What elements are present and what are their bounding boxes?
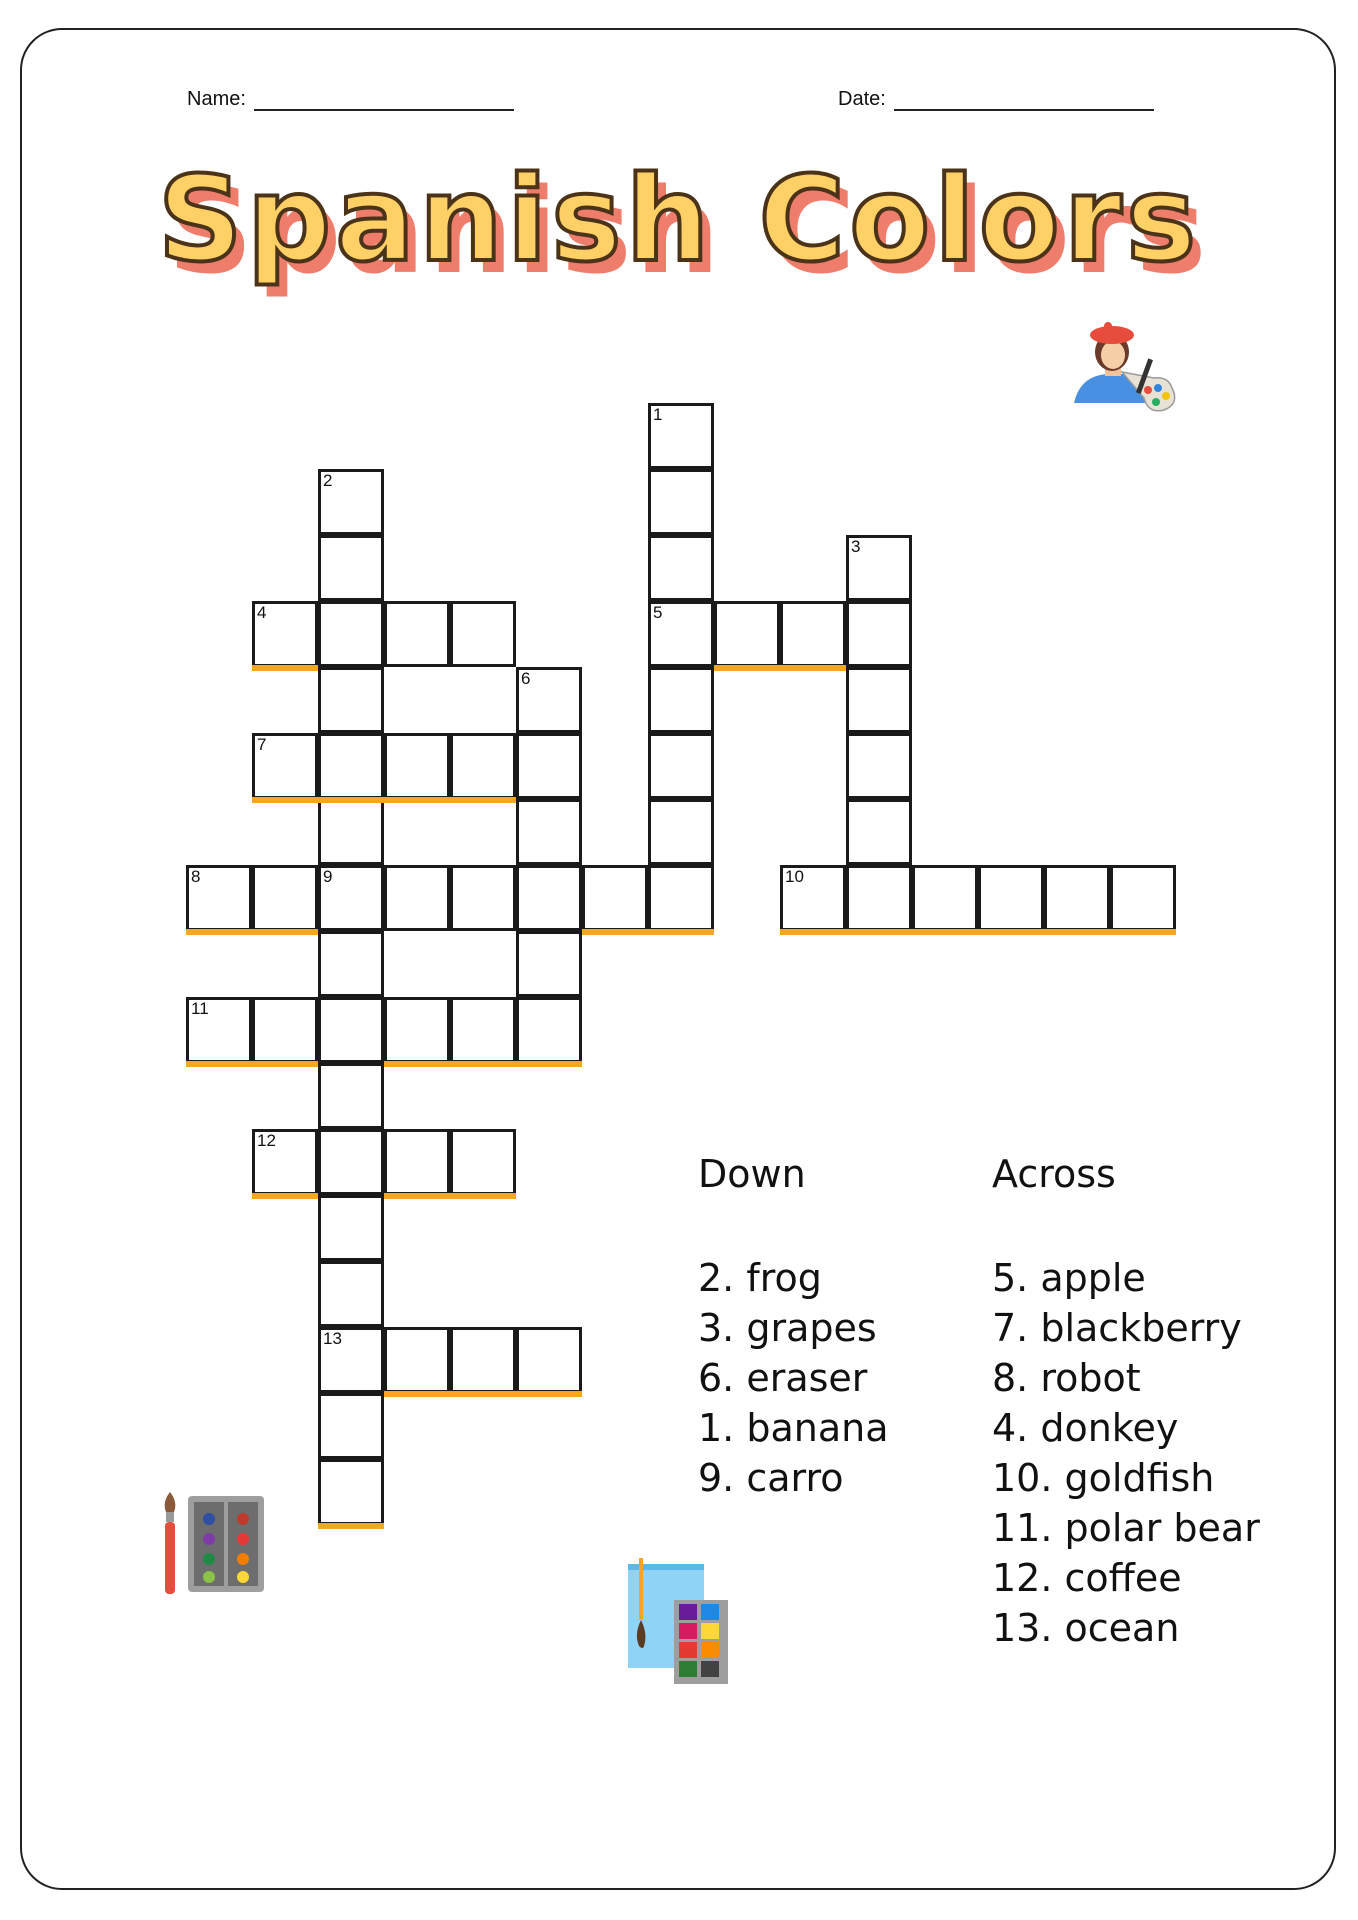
clue-number: 8 — [191, 867, 201, 886]
across-clue: 12. coffee — [992, 1556, 1182, 1600]
grid-cell[interactable] — [846, 865, 912, 931]
name-label: Name: — [187, 88, 246, 110]
down-clue: 9. carro — [698, 1456, 844, 1500]
grid-cell[interactable] — [648, 799, 714, 865]
across-clue: 5. apple — [992, 1256, 1146, 1300]
grid-cell[interactable] — [846, 535, 912, 601]
answer-underline — [714, 665, 846, 671]
grid-cell[interactable] — [384, 997, 450, 1063]
grid-cell[interactable] — [516, 799, 582, 865]
answer-underline — [186, 929, 318, 935]
answer-underline — [582, 929, 714, 935]
grid-cell[interactable] — [450, 733, 516, 799]
grid-cell[interactable] — [516, 667, 582, 733]
page-title: Spanish Colors — [157, 150, 1201, 288]
grid-cell[interactable] — [318, 931, 384, 997]
clue-number: 6 — [521, 669, 531, 688]
answer-underline — [252, 797, 516, 803]
clue-number: 2 — [323, 471, 333, 490]
grid-cell[interactable] — [450, 997, 516, 1063]
grid-cell[interactable] — [252, 865, 318, 931]
clue-number: 9 — [323, 867, 333, 886]
grid-cell[interactable] — [450, 865, 516, 931]
grid-cell[interactable] — [318, 1393, 384, 1459]
down-clue: 1. banana — [698, 1406, 889, 1450]
grid-cell[interactable] — [252, 1129, 318, 1195]
grid-cell[interactable] — [780, 601, 846, 667]
clue-number: 7 — [257, 735, 267, 754]
paint-palette-icon — [158, 1488, 268, 1596]
grid-cell[interactable] — [1110, 865, 1176, 931]
answer-underline — [384, 1061, 582, 1067]
answer-underline — [186, 1061, 318, 1067]
grid-cell[interactable] — [780, 865, 846, 931]
grid-cell[interactable] — [318, 667, 384, 733]
grid-cell[interactable] — [384, 601, 450, 667]
clue-number: 13 — [323, 1329, 342, 1348]
answer-underline — [252, 665, 318, 671]
answer-underline — [780, 929, 1176, 935]
grid-cell[interactable] — [450, 1129, 516, 1195]
grid-cell[interactable] — [318, 1129, 384, 1195]
grid-cell[interactable] — [318, 1459, 384, 1525]
grid-cell[interactable] — [450, 1327, 516, 1393]
grid-cell[interactable] — [648, 601, 714, 667]
grid-cell[interactable] — [318, 469, 384, 535]
grid-cell[interactable] — [846, 733, 912, 799]
clue-number: 10 — [785, 867, 804, 886]
grid-cell[interactable] — [318, 865, 384, 931]
across-heading: Across — [992, 1152, 1116, 1196]
grid-cell[interactable] — [384, 1129, 450, 1195]
clue-number: 11 — [191, 999, 209, 1018]
clue-number: 1 — [653, 405, 663, 424]
answer-underline — [384, 1391, 582, 1397]
grid-cell[interactable] — [252, 733, 318, 799]
grid-cell[interactable] — [912, 865, 978, 931]
across-clue: 11. polar bear — [992, 1506, 1260, 1550]
down-clue-list — [698, 1253, 888, 1503]
across-clue: 4. donkey — [992, 1406, 1179, 1450]
grid-cell[interactable] — [450, 601, 516, 667]
grid-cell[interactable] — [978, 865, 1044, 931]
answer-underline — [384, 1193, 516, 1199]
grid-cell[interactable] — [252, 997, 318, 1063]
grid-cell[interactable] — [384, 865, 450, 931]
down-heading: Down — [698, 1152, 806, 1196]
answer-underline — [318, 1523, 384, 1529]
down-clue: 2. frog — [698, 1256, 822, 1300]
grid-cell[interactable] — [318, 799, 384, 865]
clue-number: 5 — [653, 603, 663, 622]
grid-cell[interactable] — [846, 601, 912, 667]
grid-cell[interactable] — [318, 1261, 384, 1327]
down-clue: 6. eraser — [698, 1356, 868, 1400]
down-clue: 3. grapes — [698, 1306, 877, 1350]
across-clue: 13. ocean — [992, 1606, 1180, 1650]
grid-cell[interactable] — [318, 997, 384, 1063]
grid-cell[interactable] — [516, 997, 582, 1063]
clue-number: 4 — [257, 603, 267, 622]
grid-cell[interactable] — [846, 667, 912, 733]
clue-number: 12 — [257, 1131, 276, 1150]
grid-cell[interactable] — [318, 1195, 384, 1261]
grid-cell[interactable] — [252, 601, 318, 667]
grid-cell[interactable] — [384, 733, 450, 799]
grid-cell[interactable] — [648, 469, 714, 535]
grid-cell[interactable] — [846, 799, 912, 865]
grid-cell[interactable] — [516, 931, 582, 997]
grid-cell[interactable] — [318, 1063, 384, 1129]
across-clue-list — [992, 1253, 1260, 1653]
grid-cell[interactable] — [384, 1327, 450, 1393]
answer-underline — [252, 1193, 318, 1199]
grid-cell[interactable] — [318, 535, 384, 601]
clue-number: 3 — [851, 537, 861, 556]
grid-cell[interactable] — [648, 667, 714, 733]
grid-cell[interactable] — [648, 865, 714, 931]
grid-cell[interactable] — [186, 865, 252, 931]
grid-cell[interactable] — [318, 1327, 384, 1393]
grid-cell[interactable] — [648, 733, 714, 799]
grid-cell[interactable] — [516, 733, 582, 799]
watercolor-box-icon — [624, 1554, 734, 1686]
across-clue: 7. blackberry — [992, 1306, 1242, 1350]
grid-cell[interactable] — [648, 535, 714, 601]
grid-cell[interactable] — [318, 601, 384, 667]
grid-cell[interactable] — [516, 1327, 582, 1393]
across-clue: 10. goldfish — [992, 1456, 1215, 1500]
date-label: Date: — [838, 88, 886, 110]
grid-cell[interactable] — [714, 601, 780, 667]
grid-cell[interactable] — [1044, 865, 1110, 931]
across-clue: 8. robot — [992, 1356, 1141, 1400]
grid-cell[interactable] — [516, 865, 582, 931]
grid-cell[interactable] — [318, 733, 384, 799]
grid-cell[interactable] — [582, 865, 648, 931]
grid-cell[interactable] — [186, 997, 252, 1063]
grid-cell[interactable] — [648, 403, 714, 469]
